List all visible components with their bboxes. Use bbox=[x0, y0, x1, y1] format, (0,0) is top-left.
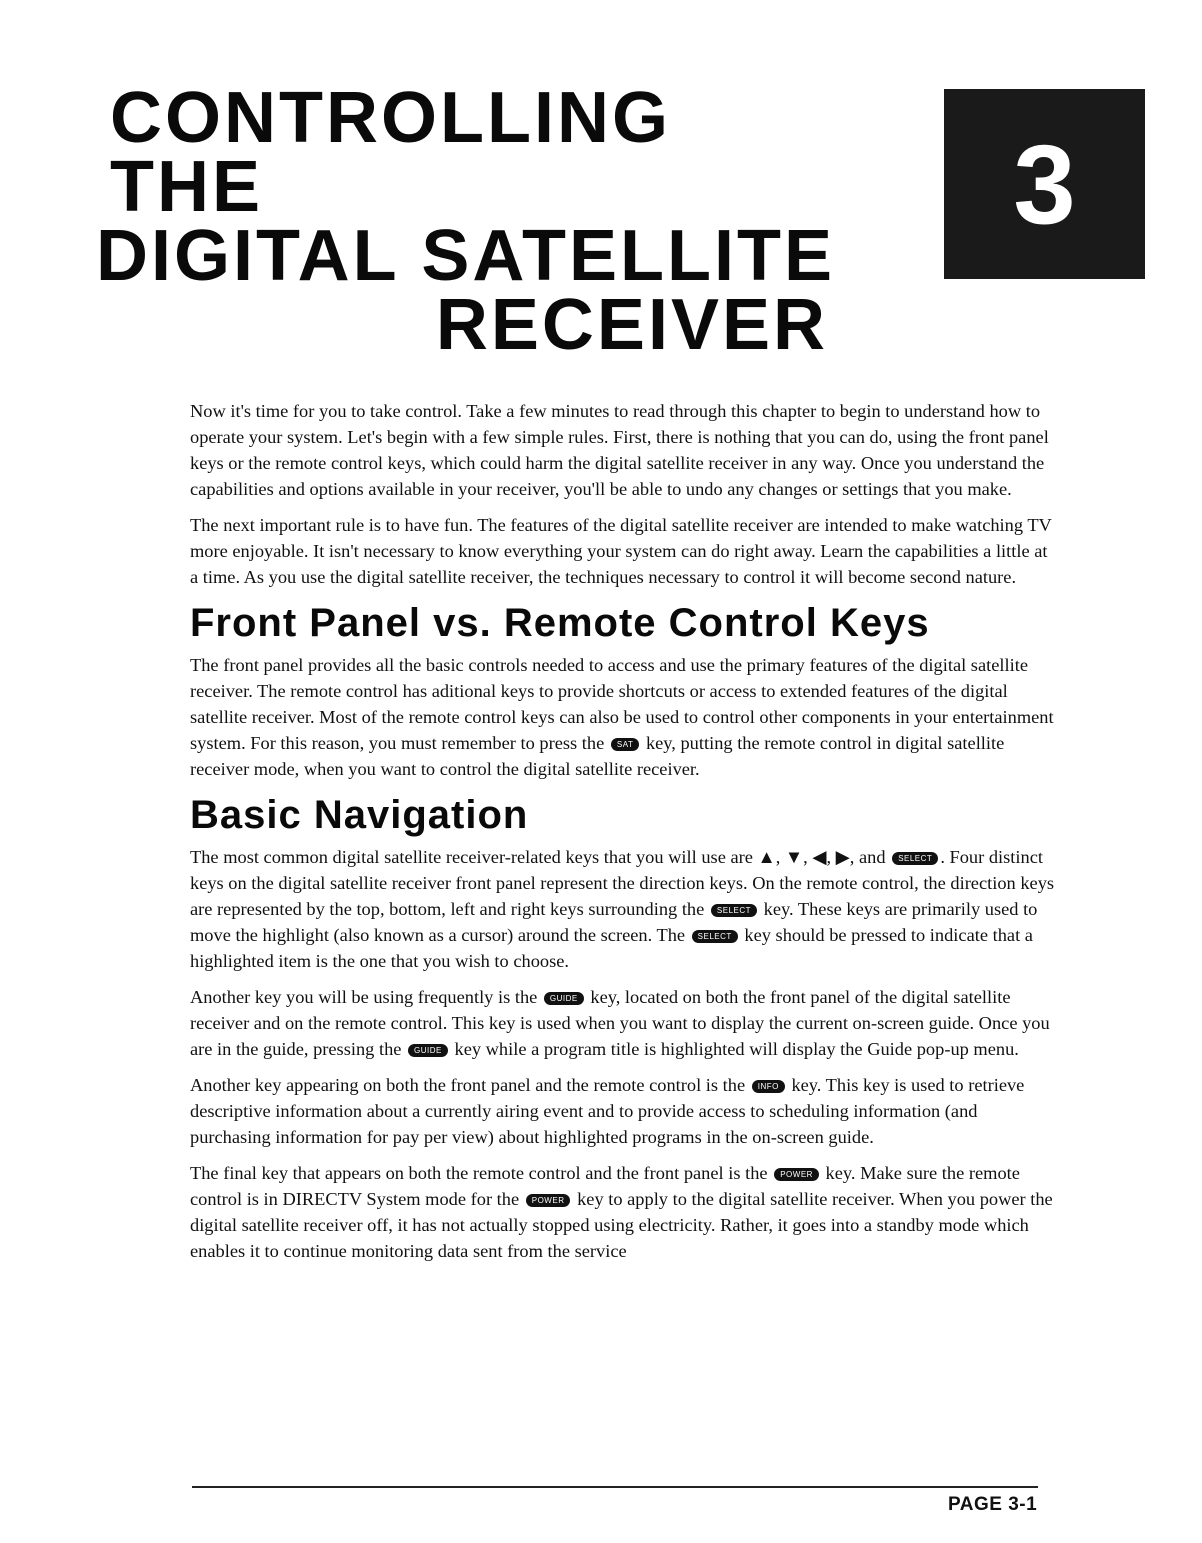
navigation-paragraph-4 bbox=[190, 1160, 1056, 1264]
info-key-icon: INFO bbox=[752, 1080, 785, 1093]
text-run: Another key you will be using frequently is the bbox=[190, 987, 538, 1007]
chapter-title-line-2: DIGITAL SATELLITE bbox=[96, 216, 835, 296]
chapter-title-line-1: CONTROLLING THE bbox=[110, 78, 671, 227]
intro-paragraph-2: The next important rule is to have fun. The features of the digital satellite receiver are intended to make watching TV more enjoyable. It isn't necessary to know everything your system can do right away. Learn the capabilities a little at a time. As you use the digital satellite receiver, the techniques necessary to control it will become second nature. bbox=[190, 515, 1052, 587]
text-run: The final key that appears on both the remote control and the front panel is the bbox=[190, 1163, 768, 1183]
text-run: key. Make sure the remote control is in DIRECTV System mode for the bbox=[190, 1163, 1020, 1209]
power-key-icon: POWER bbox=[526, 1194, 571, 1207]
navigation-paragraph-1 bbox=[190, 844, 1056, 974]
text-run: Another key appearing on both the front panel and the remote control is the bbox=[190, 1075, 746, 1095]
direction-arrows-icon: ▲, ▼, ◀, ▶, bbox=[757, 847, 855, 867]
chapter-title bbox=[96, 78, 836, 365]
select-key-icon: SELECT bbox=[692, 930, 738, 943]
select-key-icon: SELECT bbox=[711, 904, 757, 917]
text-run: The most common digital satellite receiver-related keys that you will use are bbox=[190, 847, 753, 867]
power-key-icon: POWER bbox=[774, 1168, 819, 1181]
guide-key-icon: GUIDE bbox=[408, 1044, 448, 1057]
text-run: The front panel provides all the basic controls needed to access and use the primary features of the digital satellite receiver. The remote control has aditional keys to provide shortcuts or access to extended features of the digital satellite receiver. Most of the remote control keys can also be used to control other components in your entertainment system. For this reason, you must remember to press the bbox=[190, 655, 1054, 753]
sat-key-icon: SAT bbox=[611, 738, 639, 751]
page-content bbox=[190, 398, 1056, 1274]
footer-rule bbox=[192, 1486, 1038, 1488]
text-run: key should be pressed to indicate that a highlighted item is the one that you wish to choose. bbox=[190, 925, 1033, 971]
text-run: key, located on both the front panel of the digital satellite receiver and on the remote control. This key is used when you want to display the current on-screen guide. Once you are in the guide, pressing the bbox=[190, 987, 1050, 1059]
intro-paragraph-1: Now it's time for you to take control. Take a few minutes to read through this chapter to begin to understand how to operate your system. Let's begin with a few simple rules. First, there is nothing that you can do, using the front panel keys or the remote control keys, which could harm the digital satellite receiver in any way. Once you understand the capabilities and options available in your receiver, you'll be able to undo any changes or settings that you make. bbox=[190, 401, 1049, 499]
navigation-paragraph-3 bbox=[190, 1072, 1056, 1150]
select-key-icon: SELECT bbox=[892, 852, 938, 865]
text-run: key. This key is used to retrieve descriptive information about a currently airing event and to provide access to scheduling information (and purchasing information for pay per view) about highlighted programs in the on-screen guide. bbox=[190, 1075, 1025, 1147]
text-run: key while a program title is highlighted will display the Guide pop-up menu. bbox=[454, 1039, 1019, 1059]
page-number: PAGE 3-1 bbox=[948, 1494, 1038, 1515]
text-run: key to apply to the digital satellite receiver. When you power the digital satellite receiver off, it has not actually stopped using electricity. Rather, it goes into a standby mode which enables it to continue monitoring data sent from the service bbox=[190, 1189, 1053, 1261]
text-run: and bbox=[859, 847, 886, 867]
text-run: key, putting the remote control in digital satellite receiver mode, when you want to control the digital satellite receiver. bbox=[190, 733, 1005, 779]
text-run: . Four distinct keys on the digital satellite receiver front panel represent the direction keys. On the remote control, the direction keys are represented by the top, bottom, left and right keys surrounding the bbox=[190, 847, 1055, 919]
section-heading-basic-navigation: Basic Navigation bbox=[190, 793, 529, 837]
front-panel-paragraph bbox=[190, 652, 1056, 782]
chapter-number: 3 bbox=[1013, 121, 1076, 247]
chapter-title-line-3: RECEIVER bbox=[435, 285, 828, 365]
section-heading-front-panel: Front Panel vs. Remote Control Keys bbox=[190, 601, 930, 645]
navigation-paragraph-2 bbox=[190, 984, 1056, 1062]
text-run: key. These keys are primarily used to move the highlight (also known as a cursor) around the screen. The bbox=[190, 899, 1038, 945]
chapter-number-badge bbox=[944, 89, 1145, 279]
guide-key-icon: GUIDE bbox=[544, 992, 584, 1005]
